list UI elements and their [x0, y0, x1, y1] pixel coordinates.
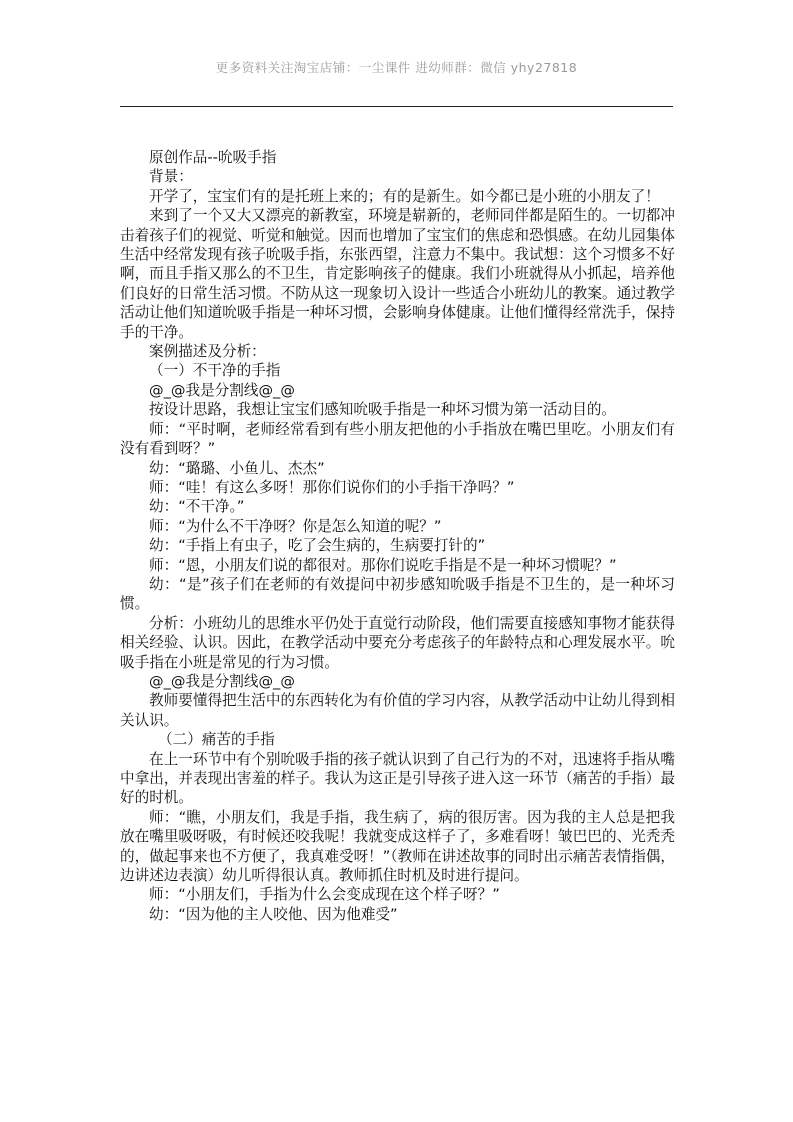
section-heading: （一）不干净的手指	[149, 362, 281, 380]
dialogue-line: 幼：“璐璐、小鱼儿、杰杰”	[149, 459, 325, 477]
analysis-paragraph: 分析：小班幼儿的思维水平仍处于直觉行动阶段，他们需要直接感知事物才能获得相关经验、认识。因此，在教学活动中要充分考虑孩子的年龄特点和心理发展水平。吮吸手指在小班是常见的行为习惯。	[120, 614, 675, 671]
paragraph: 开学了，宝宝们有的是托班上来的；有的是新生。如今都已是小班的小朋友了！	[149, 187, 660, 205]
dialogue-line: 幼：“手指上有虫子，吃了会生病的，生病要打针的”	[149, 537, 486, 555]
page-header: 更多资料关注淘宝店铺：一尘课件 进幼师群：微信 yhy27818	[215, 60, 578, 75]
dialogue-line: 师：“瞧，小朋友们，我是手指，我生病了，病的很厉害。因为我的主人总是把我放在嘴里吸呀吸，有时候还咬我呢！我就变成这样子了，多难看呀！皱巴巴的、光秃秃的，做起事来也不方便了，我真难受呀！”（教师在讲述故事的同时出示痛苦表情指偶，边讲述边表演）幼儿听得很认真。教师抓住时机及时进行提问。	[120, 808, 675, 885]
dialogue-line: 幼：“是”孩子们在老师的有效提问中初步感知吮吸手指是不卫生的，是一种坏习惯。	[120, 575, 675, 613]
paragraph: 案例描述及分析：	[149, 343, 266, 361]
dialogue-line: 师：“哇！有这么多呀！那你们说你们的小手指干净吗？”	[149, 478, 515, 496]
dialogue-line: 师：“为什么不干净呀？你是怎么知道的呢？”	[149, 517, 442, 535]
dialogue-line: 幼：“不干净。”	[149, 498, 245, 516]
section-heading: （二）痛苦的手指	[158, 731, 275, 749]
divider-line: @_@我是分割线@_@	[149, 672, 295, 690]
divider-line: @_@我是分割线@_@	[149, 381, 295, 399]
document-title: 原创作品--吮吸手指	[149, 149, 277, 166]
paragraph: 在上一环节中有个别吮吸手指的孩子就认识到了自己行为的不对，迅速将手指从嘴中拿出，并表现出害羞的样子。我认为这正是引导孩子进入这一环节（痛苦的手指）最好的时机。	[120, 750, 675, 807]
paragraph: 按设计思路，我想让宝宝们感知吮吸手指是一种坏习惯为第一活动目的。	[149, 401, 617, 419]
dialogue-line: 幼：“因为他的主人咬他、因为他难受”	[149, 905, 398, 923]
paragraph: 来到了一个又大又漂亮的新教室，环境是崭新的，老师同伴都是陌生的。一切都冲击着孩子们的视觉、听觉和触觉。因而也增加了宝宝们的焦虑和恐惧感。在幼儿园集体生活中经常发现有孩子吮吸手指，东张西望，注意力不集中。我试想：这个习惯多不好啊，而且手指又那么的不卫生，肯定影响孩子的健康。我们小班就得从小抓起，培养他们良好的日常生活习惯。不防从这一现象切入设计一些适合小班幼儿的教案。通过教学活动让他们知道吮吸手指是一种坏习惯，会影响身体健康。让他们懂得经常洗手，保持手的干净。	[120, 207, 675, 341]
document-body	[120, 148, 675, 924]
dialogue-line: 师：“小朋友们，手指为什么会变成现在这个样子呀？”	[149, 886, 500, 904]
dialogue-line: 师：“平时啊，老师经常看到有些小朋友把他的小手指放在嘴巴里吃。小朋友们有没有看到呀？”	[120, 420, 675, 458]
dialogue-line: 师：“恩，小朋友们说的都很对。那你们说吃手指是不是一种坏习惯呢？”	[149, 556, 617, 574]
paragraph: 背景：	[149, 168, 193, 186]
header-divider	[120, 106, 673, 107]
paragraph: 教师要懂得把生活中的东西转化为有价值的学习内容，从教学活动中让幼儿得到相关认识。	[120, 692, 675, 729]
